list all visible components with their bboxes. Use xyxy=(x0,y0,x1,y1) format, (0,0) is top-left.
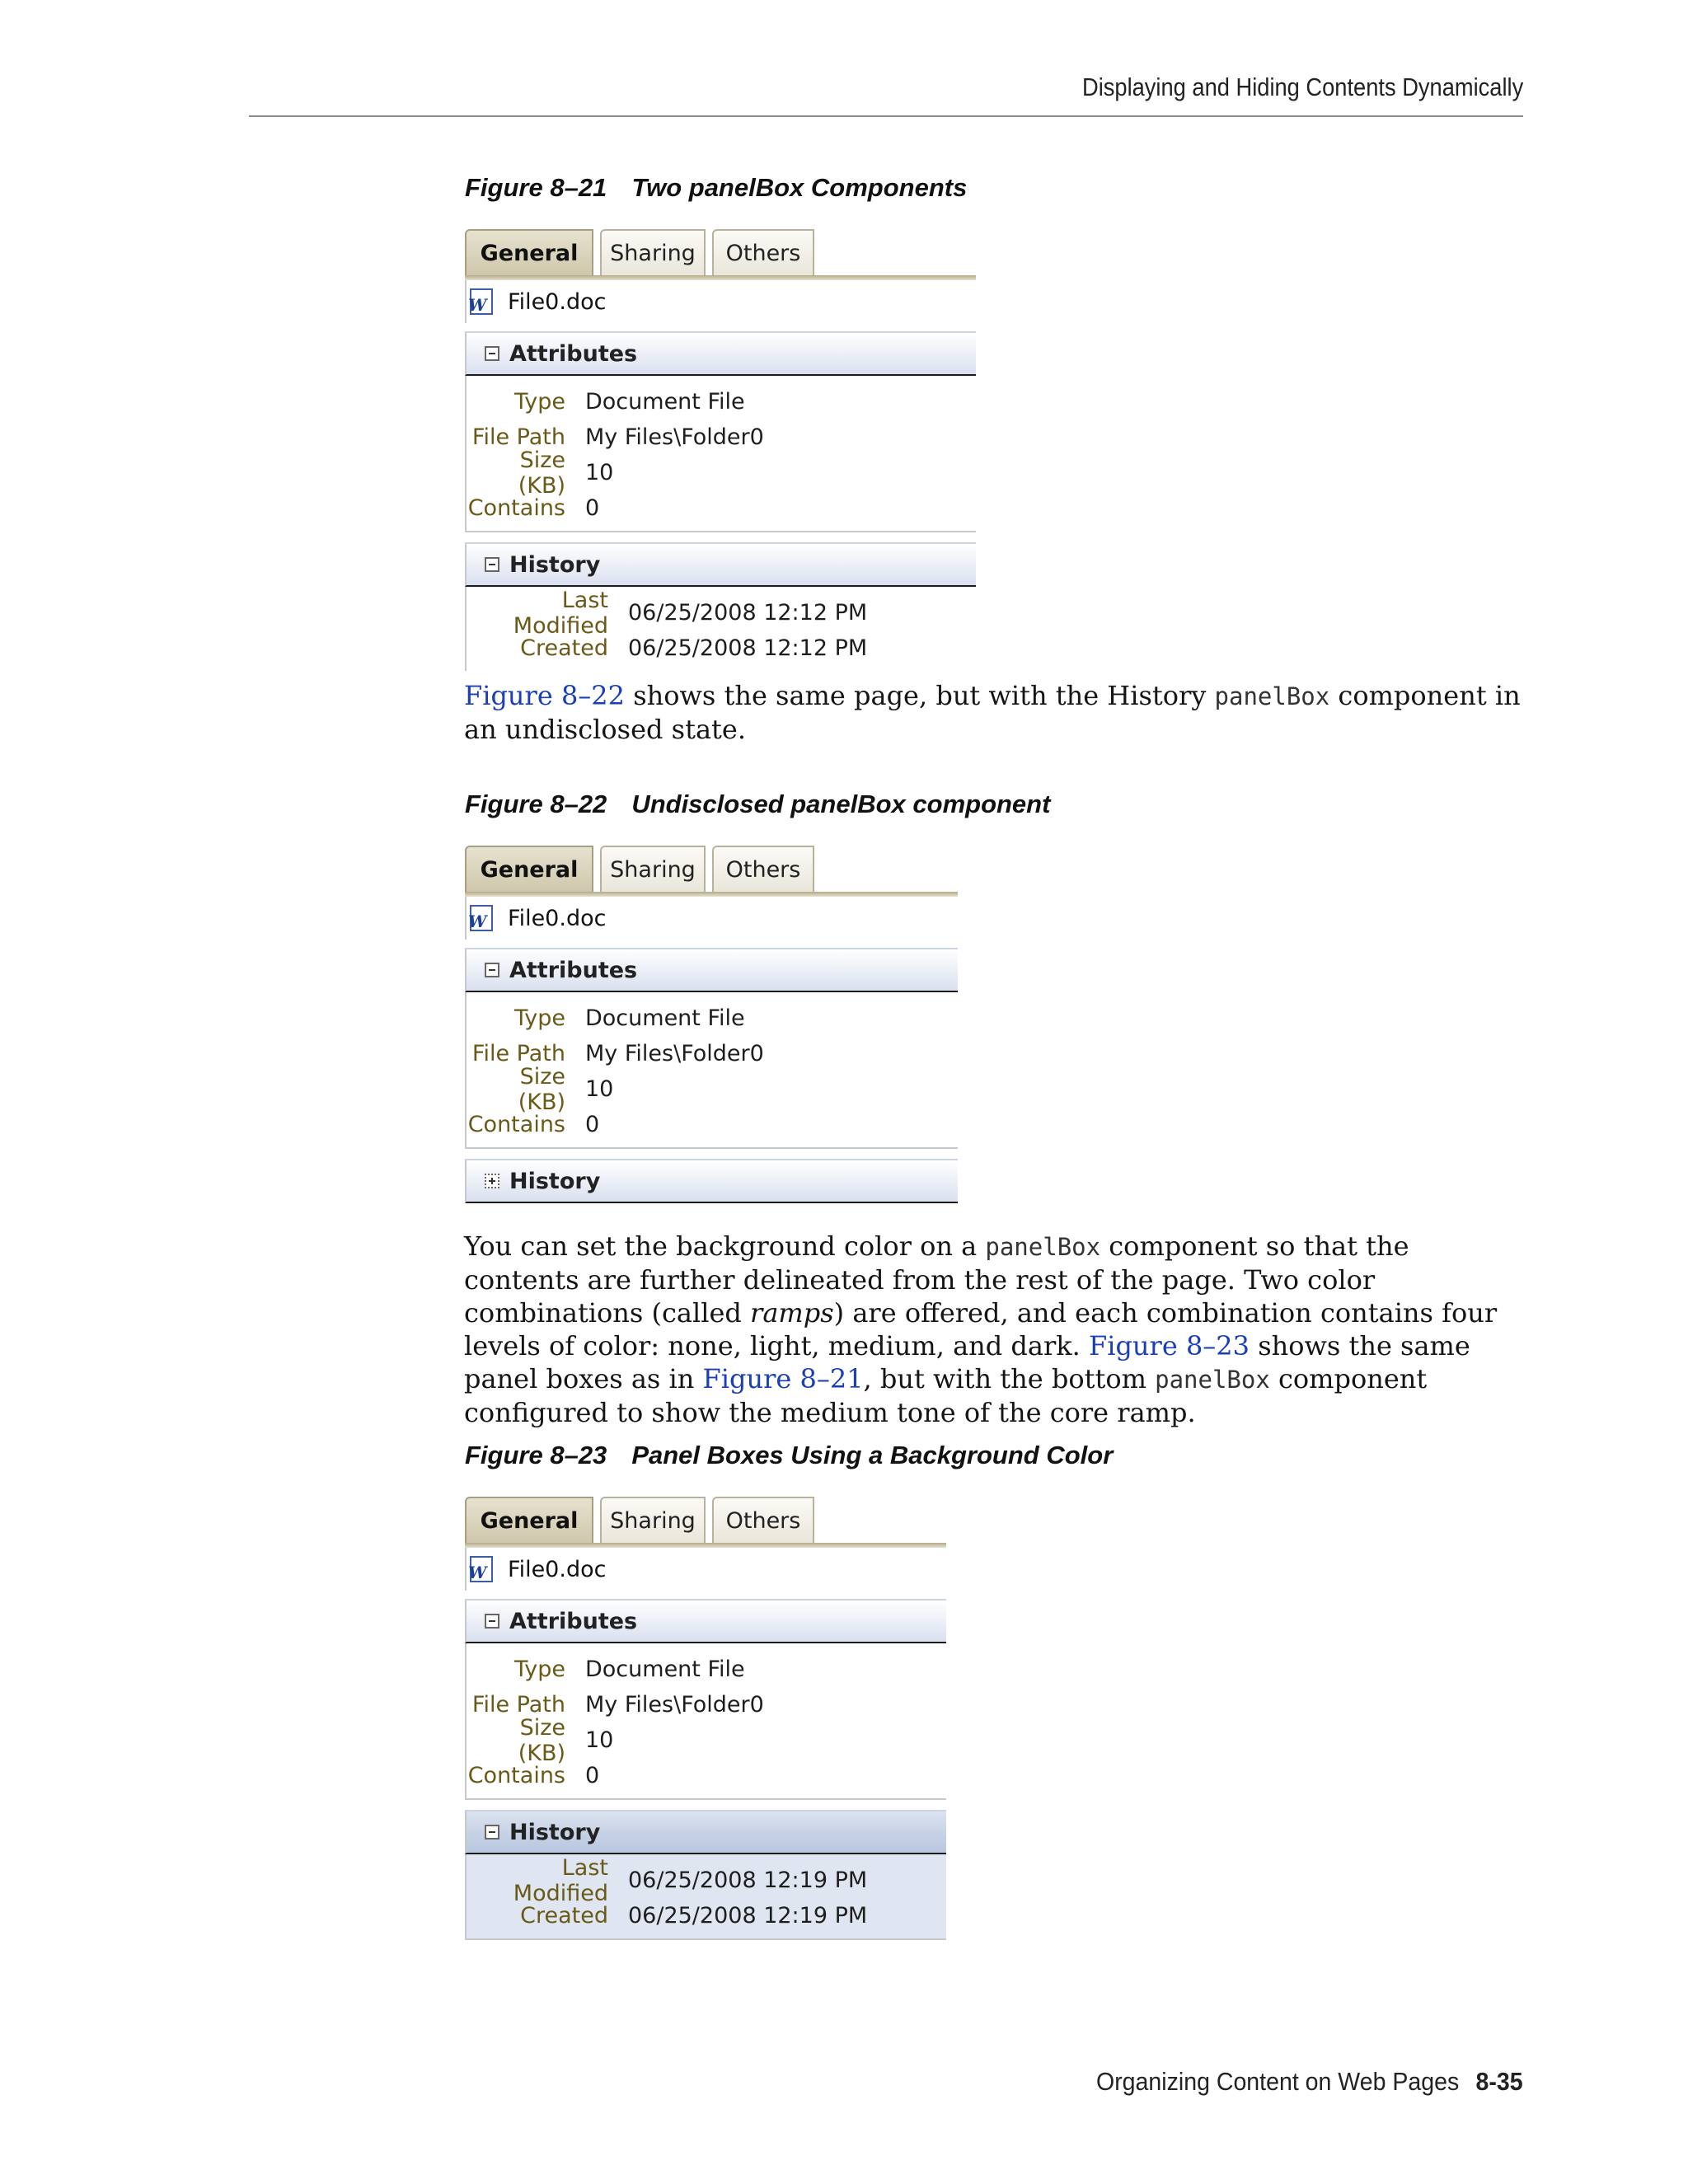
collapse-icon[interactable] xyxy=(485,1614,499,1629)
code-run: panelBox xyxy=(1155,1366,1270,1394)
body-paragraph xyxy=(464,679,1527,746)
prop-value: 0 xyxy=(585,495,600,521)
collapse-icon[interactable] xyxy=(485,1825,499,1840)
prop-label: Contains xyxy=(467,495,565,521)
attributes-panel-header[interactable] xyxy=(465,331,976,376)
tab-others[interactable] xyxy=(712,1497,814,1543)
figure-number: Figure 8–23 xyxy=(465,1441,607,1469)
emphasis-run: ramps xyxy=(750,1297,834,1329)
footer-section: Organizing Content on Web Pages xyxy=(1096,2067,1460,2096)
expand-icon[interactable] xyxy=(485,1174,499,1188)
tab-general[interactable] xyxy=(465,846,593,892)
prop-value: 10 xyxy=(585,1727,614,1753)
figure-title: Panel Boxes Using a Background Color xyxy=(631,1441,1114,1469)
tab-label: Others xyxy=(725,856,801,883)
file-row xyxy=(465,280,976,323)
history-panel-header[interactable] xyxy=(465,542,976,587)
panelbox-figure-23 xyxy=(465,1497,946,1940)
panelbox-figure-21 xyxy=(465,229,976,671)
running-header: Displaying and Hiding Contents Dynamically xyxy=(1081,73,1523,101)
prop-label: Created xyxy=(520,1903,608,1929)
tab-general[interactable] xyxy=(465,229,593,275)
tab-label: Sharing xyxy=(610,1507,696,1534)
text-run: component so that the contents are further delineated from the rest of the page. Two color combinations (called xyxy=(464,1230,1409,1329)
attributes-panel-header[interactable] xyxy=(465,948,958,992)
panel-title: Attributes xyxy=(509,957,638,983)
prop-value: My Files\Folder0 xyxy=(585,1041,764,1066)
tab-label: Others xyxy=(725,1507,801,1534)
prop-value: 06/25/2008 12:12 PM xyxy=(628,635,868,661)
tab-underline xyxy=(465,1543,946,1548)
text-run: shows the same panel boxes as in xyxy=(464,1330,1470,1394)
history-panel-header[interactable] xyxy=(465,1159,958,1203)
header-rule xyxy=(249,115,1523,117)
prop-row xyxy=(467,447,976,499)
tab-label: General xyxy=(480,856,579,883)
file-name: File0.doc xyxy=(508,1556,607,1582)
file-name: File0.doc xyxy=(508,288,607,315)
word-document-icon xyxy=(470,1556,493,1582)
panel-title: History xyxy=(509,1819,601,1845)
tab-label: General xyxy=(480,1507,579,1534)
attributes-panel-body xyxy=(465,992,958,1149)
tab-sharing[interactable] xyxy=(600,229,706,275)
history-panel-header[interactable] xyxy=(465,1810,946,1854)
prop-value: 06/25/2008 12:19 PM xyxy=(628,1868,868,1893)
history-panel-body xyxy=(465,587,976,671)
prop-label: Type xyxy=(513,1005,565,1031)
tab-bar xyxy=(465,229,976,275)
text-run: ) are offered, and each combination contains four levels of color: none, light, medium, and dark. xyxy=(464,1297,1498,1361)
prop-label: Created xyxy=(520,635,608,661)
prop-label: Type xyxy=(513,1657,565,1682)
prop-label: Last Modified xyxy=(513,1854,608,1906)
page-number: 8-35 xyxy=(1475,2067,1523,2096)
prop-row xyxy=(467,1898,946,1933)
prop-value: 10 xyxy=(585,460,614,485)
collapse-icon[interactable] xyxy=(485,557,499,572)
tab-sharing[interactable] xyxy=(600,1497,706,1543)
prop-value: Document File xyxy=(585,1005,745,1031)
figure-number: Figure 8–21 xyxy=(465,173,607,202)
history-panel-body xyxy=(465,1854,946,1940)
prop-row xyxy=(467,1714,946,1766)
attributes-panel-body xyxy=(465,376,976,532)
prop-row xyxy=(467,490,976,526)
tab-sharing[interactable] xyxy=(600,846,706,892)
prop-row xyxy=(467,1758,946,1793)
panel-title: Attributes xyxy=(509,1608,638,1634)
text-run: You can set the background color on a xyxy=(464,1230,986,1262)
prop-label: Size (KB) xyxy=(518,1714,565,1766)
prop-row xyxy=(467,1854,946,1906)
code-run: panelBox xyxy=(1214,682,1330,710)
word-document-icon xyxy=(470,288,493,315)
tab-label: Others xyxy=(725,240,801,266)
panel-title: History xyxy=(509,551,601,578)
figure-caption xyxy=(465,1441,1113,1470)
collapse-icon[interactable] xyxy=(485,963,499,977)
prop-value: Document File xyxy=(585,1657,745,1682)
prop-row xyxy=(467,1107,958,1142)
prop-row xyxy=(467,630,976,666)
word-document-icon xyxy=(470,905,493,931)
prop-label: File Path xyxy=(471,1041,565,1066)
prop-value: 10 xyxy=(585,1076,614,1102)
collapse-icon[interactable] xyxy=(485,346,499,361)
prop-row xyxy=(467,1652,946,1687)
panel-title: History xyxy=(509,1168,601,1194)
prop-value: 06/25/2008 12:19 PM xyxy=(628,1903,868,1929)
prop-label: Size (KB) xyxy=(518,447,565,499)
prop-row xyxy=(467,1063,958,1115)
prop-value: Document File xyxy=(585,389,745,415)
text-run: component in an undisclosed state. xyxy=(464,680,1521,745)
tab-underline xyxy=(465,275,976,280)
prop-value: 06/25/2008 12:12 PM xyxy=(628,600,868,626)
prop-label: Last Modified xyxy=(513,587,608,639)
prop-value: My Files\Folder0 xyxy=(585,1692,764,1718)
text-run: , but with the bottom xyxy=(863,1363,1156,1394)
panel-title: Attributes xyxy=(509,340,638,367)
text-run: component configured to show the medium tone of the core ramp. xyxy=(464,1363,1428,1428)
prop-value: 0 xyxy=(585,1763,600,1788)
figure-caption xyxy=(465,790,1050,819)
prop-label: Contains xyxy=(467,1763,565,1788)
prop-value: 0 xyxy=(585,1112,600,1137)
prop-value: My Files\Folder0 xyxy=(585,424,764,450)
body-paragraph xyxy=(464,1230,1527,1429)
prop-label: Contains xyxy=(467,1112,565,1137)
code-run: panelBox xyxy=(985,1233,1101,1261)
figure-link[interactable]: Figure 8–23 xyxy=(1089,1330,1250,1361)
text-run: shows the same page, but with the History xyxy=(625,680,1215,711)
file-row xyxy=(465,1548,946,1591)
prop-label: Type xyxy=(513,389,565,415)
figure-link[interactable]: Figure 8–22 xyxy=(464,680,626,711)
figure-caption xyxy=(465,173,967,203)
panelbox-figure-22 xyxy=(465,846,958,1203)
tab-others[interactable] xyxy=(712,229,814,275)
tab-label: Sharing xyxy=(610,856,696,883)
file-name: File0.doc xyxy=(508,905,607,931)
attributes-panel-header[interactable] xyxy=(465,1599,946,1643)
prop-row xyxy=(467,587,976,639)
attributes-panel-body xyxy=(465,1643,946,1800)
tab-general[interactable] xyxy=(465,1497,593,1543)
tab-bar xyxy=(465,1497,946,1543)
figure-number: Figure 8–22 xyxy=(465,790,607,818)
prop-row xyxy=(467,384,976,419)
tab-underline xyxy=(465,892,958,897)
figure-title: Two panelBox Components xyxy=(631,173,968,202)
tab-others[interactable] xyxy=(712,846,814,892)
page-footer xyxy=(1096,2067,1523,2097)
prop-label: File Path xyxy=(471,1692,565,1718)
tab-bar xyxy=(465,846,958,892)
file-row xyxy=(465,897,958,940)
figure-title: Undisclosed panelBox component xyxy=(631,790,1051,818)
prop-row xyxy=(467,1001,958,1036)
figure-link[interactable]: Figure 8–21 xyxy=(702,1363,864,1394)
tab-label: General xyxy=(480,240,579,266)
prop-label: File Path xyxy=(471,424,565,450)
prop-label: Size (KB) xyxy=(518,1063,565,1115)
tab-label: Sharing xyxy=(610,240,696,266)
